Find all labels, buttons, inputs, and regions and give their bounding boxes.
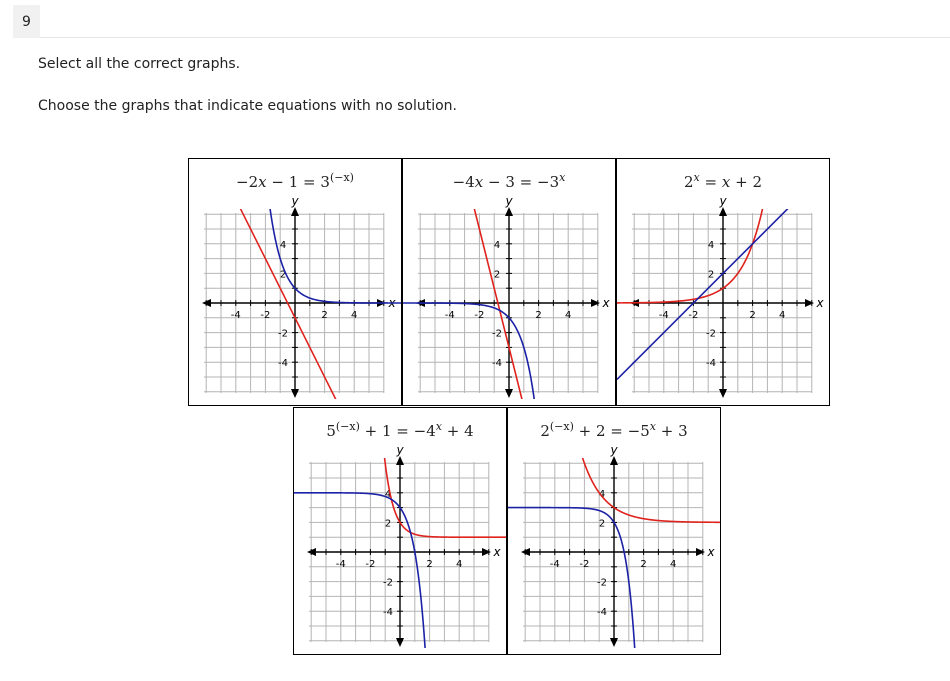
y-tick-label: 4 (384, 488, 392, 500)
equation-label: $-2x - 1 = 3^{(-x)}$ (236, 171, 354, 191)
instruction-select-all: Select all the correct graphs. (38, 56, 241, 72)
x-axis-arrow-right (696, 548, 705, 556)
y-tick-label: 4 (493, 239, 501, 251)
x-axis-arrow-right (591, 299, 600, 307)
x-tick-label: -2 (579, 559, 590, 570)
y-tick-label: 4 (707, 239, 715, 251)
y-axis-label: y (396, 446, 404, 457)
y-tick-label: -4 (706, 358, 716, 370)
graph-plot (294, 446, 506, 652)
y-tick-label: -4 (492, 358, 502, 370)
x-tick-label: 4 (779, 310, 786, 321)
graph-plot (508, 446, 720, 652)
y-axis-label: y (610, 446, 618, 457)
graph-option-1[interactable] (188, 158, 402, 406)
x-tick-label: -4 (549, 559, 560, 570)
x-axis-label: x (816, 296, 824, 310)
graph-option-2[interactable] (402, 158, 616, 406)
instruction-prompt: Choose the graphs that indicate equations with no solution. (38, 98, 457, 114)
y-tick-label: -2 (597, 577, 607, 589)
x-tick-label: -4 (230, 310, 241, 321)
x-tick-label: 2 (749, 310, 756, 321)
x-tick-label: 2 (321, 310, 328, 321)
x-tick-label: -2 (474, 310, 485, 321)
y-tick-label: 2 (493, 269, 501, 281)
x-axis-label: x (707, 545, 715, 559)
equation-label: $2^x = x + 2$ (684, 171, 762, 191)
x-tick-label: 2 (640, 559, 647, 570)
x-axis-label: x (493, 545, 501, 559)
x-tick-label: -2 (260, 310, 271, 321)
x-axis-label: x (388, 296, 396, 310)
y-tick-label: 2 (279, 269, 287, 281)
graph-plot (189, 197, 401, 403)
y-tick-label: 4 (598, 488, 606, 500)
y-axis-arrow-bottom (396, 638, 404, 647)
y-axis-label: y (719, 197, 727, 208)
x-axis-arrow-right (482, 548, 491, 556)
x-tick-label: 4 (351, 310, 358, 321)
header-divider (40, 37, 950, 38)
y-tick-label: 4 (279, 239, 287, 251)
y-axis-arrow-bottom (291, 389, 299, 398)
x-tick-label: 4 (670, 559, 677, 570)
x-tick-label: -2 (688, 310, 699, 321)
graph-plot (403, 197, 615, 403)
graph-option-5[interactable] (507, 407, 721, 655)
y-tick-label: -4 (278, 358, 288, 370)
y-tick-label: -2 (492, 328, 502, 340)
x-axis-label: x (602, 296, 610, 310)
y-tick-label: -2 (706, 328, 716, 340)
y-axis-label: y (291, 197, 299, 208)
y-axis-label: y (505, 197, 513, 208)
graph-option-3[interactable] (616, 158, 830, 406)
x-tick-label: -4 (444, 310, 455, 321)
equation-label: $2^{(-x)} + 2 = -5^x + 3$ (540, 420, 688, 440)
y-tick-label: -4 (597, 607, 607, 619)
y-tick-label: 2 (707, 269, 715, 281)
graph-option-4[interactable] (293, 407, 507, 655)
y-tick-label: 2 (598, 518, 606, 530)
x-tick-label: 4 (565, 310, 572, 321)
x-tick-label: 2 (426, 559, 433, 570)
y-tick-label: -2 (383, 577, 393, 589)
equation-label: $5^{(-x)} + 1 = -4^x + 4$ (326, 420, 474, 440)
x-tick-label: 2 (535, 310, 542, 321)
y-axis-arrow-bottom (505, 389, 513, 398)
question-number: 9 (13, 5, 40, 38)
x-axis-arrow-right (805, 299, 814, 307)
y-tick-label: 2 (384, 518, 392, 530)
equation-label: $-4x - 3 = -3^x$ (452, 171, 566, 191)
x-tick-label: -4 (335, 559, 346, 570)
y-axis-arrow-bottom (719, 389, 727, 398)
x-tick-label: -2 (365, 559, 376, 570)
x-tick-label: 4 (456, 559, 463, 570)
y-tick-label: -2 (278, 328, 288, 340)
y-tick-label: -4 (383, 607, 393, 619)
y-axis-arrow-bottom (610, 638, 618, 647)
graph-plot (617, 197, 829, 403)
x-tick-label: -4 (658, 310, 669, 321)
